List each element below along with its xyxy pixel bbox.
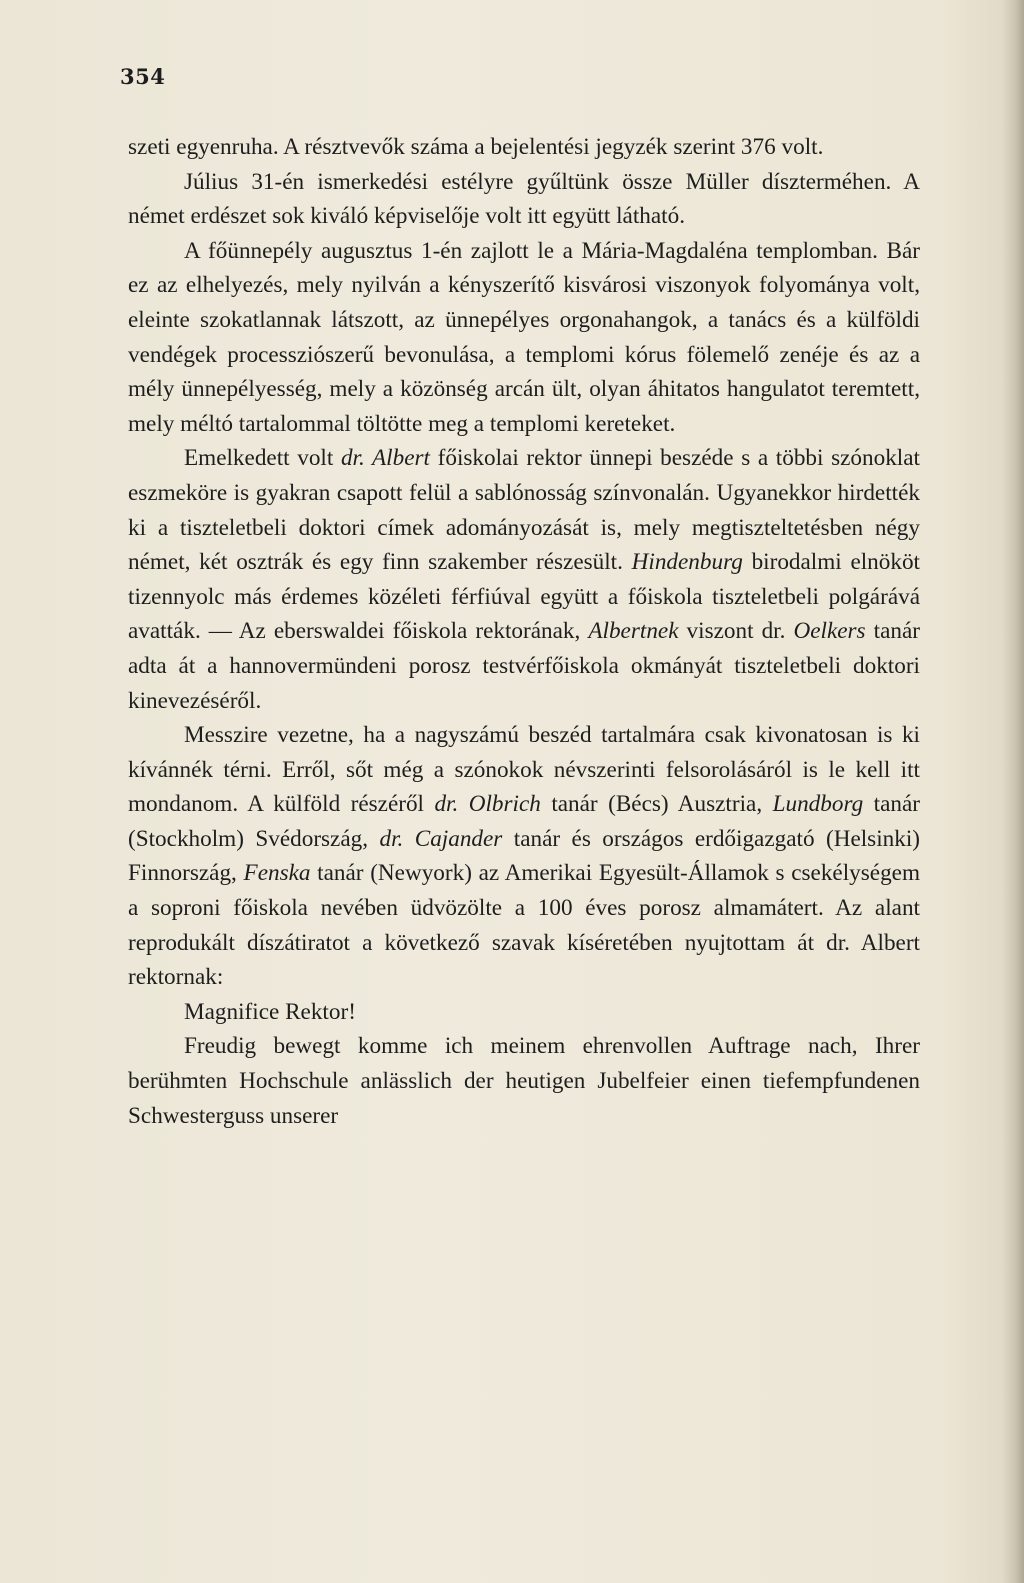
text-run: tanár és országos erdőigazgató (Helsinki) Finnország,	[128, 825, 920, 887]
page-number: 354	[120, 64, 166, 89]
italic-name: dr. Albert	[340, 445, 430, 472]
text-run: szeti egyenruha. A résztvevők száma a bejelentési jegyzék szerint 376 volt.	[128, 134, 824, 160]
text-run: Emelkedett volt	[184, 445, 341, 472]
text-run: Freudig bewegt komme ich meinem ehrenvollen Auftrage nach, Ihrer berühmten Hochschule anlässlich der heutigen Jubelfeier einen tiefempfundenen Schwesterguss unserer	[128, 1033, 920, 1129]
italic-name: dr. Cajander	[379, 825, 503, 852]
paragraph	[128, 995, 920, 1030]
text-run: viszont dr.	[678, 618, 794, 645]
text-run: birodalmi elnököt tizennyolc más érdemes közéleti férfiúval együtt a főiskola tiszteletbeli polgárává avatták. — Az eberswaldei főiskola rektorának,	[128, 549, 920, 645]
text-run: Július 31-én ismerkedési estélyre gyűltünk össze Müller díszterméhen. A német erdészet sok kiváló képviselője volt itt együtt látható.	[128, 168, 920, 230]
text-run: A főünnepély augusztus 1-én zajlott le a Mária-Magdaléna templomban. Bár ez az elhelyezés, mely nyilván a kényszerítő kisvárosi viszonyok folyománya volt, eleinte szokatlannak látszott, az ünnepélyes orgonahangok, a tanács és a külföldi vendégek processziószerű bevonulása, a templomi kórus fölemelő zenéje és az a mély ünnepélyesség, mely a közönség arcán ült, olyan áhitatos hangulatot teremtett, mely méltó tartalommal töltötte meg a templomi kereteket.	[128, 237, 920, 437]
italic-name: Fenska	[243, 860, 311, 887]
paragraph	[128, 1029, 920, 1133]
italic-name: Lundborg	[772, 791, 864, 818]
paragraph	[128, 234, 920, 442]
italic-name: Oelkers	[793, 618, 866, 645]
text-run: tanár (Stockholm) Svédország,	[128, 791, 920, 852]
paragraph	[128, 165, 920, 234]
text-run: főiskolai rektor ünnepi beszéde s a többi szónoklat eszmeköre is gyakran csapott felül a sablónosság színvonalán. Ugyanekkor hirdették ki a tiszteletbeli doktori címek adományozását is, mely megtiszteltetésben négy német, két osztrák és egy finn szakember részesült.	[128, 445, 920, 576]
text-run: tanár adta át a hannovermündeni porosz testvérfőiskola okmányát tiszteletbeli doktori kinevezéséről.	[128, 618, 920, 714]
italic-name: Hindenburg	[631, 549, 743, 576]
body-text	[128, 130, 920, 1133]
text-run: Messzire vezetne, ha a nagyszámú beszéd tartalmára csak kivonatosan is ki kívánnék térni. Erről, sőt még a szónokok névszerinti felsorolásáról is le kell itt mondanom. A külföld részéről	[128, 722, 920, 818]
italic-name: dr. Olbrich	[434, 791, 541, 818]
text-run: tanár (Newyork) az Amerikai Egyesült-Államok s csekélységem a soproni főiskola nevében üdvözölte a 100 éves porosz almamátert. Az alant reprodukált díszátiratot a következő szavak kíséretében nyujtottam át dr. Albert rektornak:	[128, 860, 920, 991]
text-run: tanár (Bécs) Ausztria,	[540, 791, 773, 818]
text-run: Magnifice Rektor!	[184, 998, 356, 1025]
paragraph	[128, 130, 920, 165]
italic-name: Albertnek	[588, 618, 679, 645]
paragraph	[128, 718, 920, 995]
paragraph	[128, 441, 920, 718]
page-edge-shadow	[1002, 0, 1024, 1583]
